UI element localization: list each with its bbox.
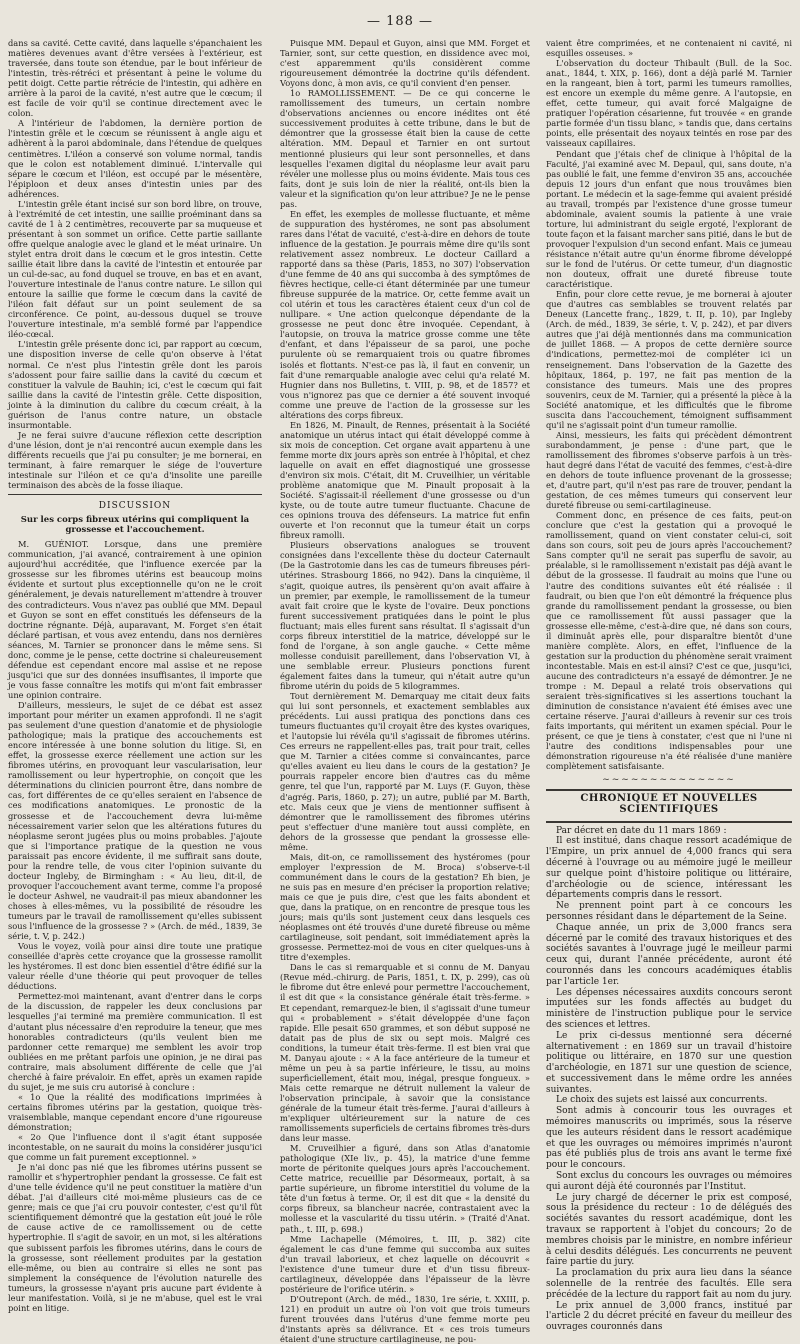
paragraph: Ne prennent point part à ce concours les personnes résidant dans le département de la Seine.: [546, 901, 792, 922]
paragraph: A l'intérieur de l'abdomen, la dernière portion de l'intestin grêle et le cœcum se réunissent à angle aigu et adhèrent à la paroi abdominale, dans l'étendue de quelques centimètres. L'iléon a conservé son volume normal, tandis que le colon est notablement diminué. L'intervalle qui sépare le cœcum et l'iléon, est occupé par le mésentère, l'épiploon et deux anses d'intestin unies par des adhérences.: [8, 118, 262, 199]
paragraph: Pendant que j'étais chef de clinique à l'hôpital de la Faculté, j'ai examiné avec M. Depaul, qui, sans doute, n'a pas oublié le fait, une femme d'environ 35 ans, accouchée depuis 12 jours d'un enfant que nous trouvâmes bien portant. Le médecin et la sage-femme qui avaient présidé au travail, trompés par l'existence d'une grosse tumeur abdominale, avaient soumis la patiente à une vraie torture, lui administrant du seigle ergoté, l'explorant de toute façon et la faisant marcher sans pitié, dans le but de provoquer l'expulsion d'un second enfant. Mais ce jumeau résistance n'était autre qu'un énorme fibrome développé sur le fond de l'utérus. Or cette tumeur, d'un diagnostic non douteux, offrait une dureté fibreuse toute caractéristique.: [546, 148, 792, 290]
paragraph: Puisque MM. Depaul et Guyon, ainsi que MM. Forget et Tarnier, sont, sur cette question, en dissidence avec moi, c'est apparemment qu'ils considèrent comme rigoureusement démontrée la doctrine qu'ils défendent. Voyons donc, à mon avis, ce qu'il convient d'en penser.: [280, 38, 530, 89]
middle-column: [280, 38, 530, 1344]
paragraph: D'ailleurs, messieurs, le sujet de ce débat est assez important pour mériter un examen approfondi. Il ne s'agit pas seulement d'une question d'anatomie et de physiologie pathologique; mais la pratique des accouchements est encore intéressée à une bonne solution du litige. Si, en effet, la grossesse exerce réellement une action sur les fibromes utérins, en provoquant leur vascularisation, leur ramollissement ou leur hypertrophie, on conçoit que les déterminations du clinicien pourront être, dans nombre de cas, fort différentes de ce qu'elles seraient en l'absence de ces modifications anatomiques. Le pronostic de la grossesse et de l'accouchement devra lui-même nécessairement varier selon que les altérations futures du néoplasme seront jugées plus ou moins probables. J'ajoute que si l'importance pratique de la question ne vous paraissait pas encore évidente, il me suffirait sans doute, pour la rendre telle, de vous citer l'opinion suivante du docteur Ingleby, de Birmingham : « Au lieu, dit-il, de provoquer l'accouchement avant terme, comme l'a proposé le docteur Ashwel, ne vaudrait-il pas mieux abandonner les choses à elles-mêmes, vu la possibilité de résoudre les tumeurs par le travail de ramollissement qu'elles subissent sous l'influence de la grossesse ? » (Arch. de méd., 1839, 3e série, t. V, p. 242.): [8, 700, 262, 942]
paragraph: Par décret en date du 11 mars 1869 :: [556, 825, 727, 836]
paragraph: M. GUÉNIOT. Lorsque, dans une première communication, j'ai avancé, contrairement à une opinion aujourd'hui accréditée, que l'influence exercée par la grossesse sur les fibromes utérins est beaucoup moins évidente et surtout plus exceptionnelle qu'on ne le croit généralement, je devais naturellement m'attendre à trouver des contradicteurs. Vous n'avez pas oublié que MM. Depaul et Guyon se sont en effet constitués les défenseurs de la doctrine régnante. Déjà, auparavant, M. Forget s'en était déclaré partisan, et vous avez entendu, dans nos dernières séances, M. Tarnier se prononcer dans le même sens. Si donc, comme je le pense, cette doctrine si chaleureusement défendue est cependant encore mal assise et ne repose jusqu'ici que sur des données insuffisantes, il importe que je vous fasse connaître les motifs qui m'ont fait embrasser une opinion contraire.: [8, 539, 262, 700]
paragraph: Plusieurs observations analogues se trouvent consignées dans l'excellente thèse du docteur Caternault (De la Gastrotomie dans les cas de tumeurs fibreuses péri-utérines. Strasbourg 1866, no 942). Dans la cinquième, il s'agit, quoique autres, ils pensèrent qu'on avait affaire à un premier, par exemple, le ramollissement de la tumeur avait fait croire que le kyste de l'ovaire. Deux ponctions furent successivement pratiquées dans le point le plus fluctuant; mais elles furent sans résultat. Il s'agissait d'un corps fibreux interstitiel de la matrice, développé sur le fond de l'organe, à son angle gauche. « Cette même mollesse conduisit pareillement, dans l'observation VI, à une semblable erreur. Plusieurs ponctions furent également faites dans la tumeur, qui n'était autre qu'un fibrome utérin du poids de 5 kilogrammes.: [280, 540, 530, 691]
right-column: [546, 38, 792, 1333]
paragraph: D'Outrepont (Arch. de méd., 1830, 1re série, t. XXIII, p. 121) en produit un autre où l'on voit que trois tumeurs furent trouvées dans l'utérus d'une femme morte peu d'instants après sa délivrance. Et « ces trois tumeurs étaient d'une structure cartilagineuse, ne pou-: [280, 1293, 530, 1344]
ornament-divider: ~~~~~~~~~~~~~~: [602, 775, 736, 786]
right-top-text: [546, 38, 792, 771]
paragraph: Le choix des sujets est laissé aux concurrents.: [556, 1095, 768, 1106]
left-column: [8, 38, 262, 1313]
double-rule: [546, 789, 792, 791]
discussion-text: [8, 539, 262, 1313]
paragraph: « 2o Que l'influence dont il s'agit étant supposée incontestable, on ne saurait du moins la considérer jusqu'ici que comme un fait purement exceptionnel. »: [8, 1132, 262, 1163]
paragraph: En 1826, M. Pinault, de Rennes, présentait à la Société anatomique un utérus intact qui était développé comme à six mois de conception. Cet organe avait appartenu à une femme morte dix jours après son entrée à l'hôpital, et chez laquelle on avait en effet diagnostiqué une grossesse d'environ six mois. C'était, dit M. Cruveilhier, un véritable problème anatomique que M. Pinault proposait à la Société. S'agissait-il réellement d'une grossesse ou d'un kyste, ou de toute autre tumeur fluctuante. Chacune de ces opinions trouva des défenseurs. La matrice fut enfin ouverte et l'on reconnut que la tumeur était un corps fibreux ramolli.: [280, 419, 530, 541]
paragraph: Vous le voyez, voilà pour ainsi dire toute une pratique conseillée d'après cette croyance que la grossesse ramollit les hystéromes. Il est donc bien essentiel d'être édifié sur la valeur réelle d'une théorie qui peut provoquer de telles déductions.: [8, 941, 262, 992]
paragraph: La proclamation du prix aura lieu dans la séance solennelle de la rentrée des facultés. Elle sera précédée de la lecture du rapport fait au nom du jury.: [546, 1268, 792, 1300]
discussion-subtitle: Sur les corps fibreux utérins qui compliquent la grossesse et l'accouchement.: [20, 515, 250, 536]
paragraph: Dans le cas si remarquable et si connu de M. Danyau (Revue méd.-chirurg. de Paris, 1851, t. IX, p. 299), cas où le fibrome dut être enlevé pour permettre l'accouchement, il est dit que « la consistance générale était très-ferme. » Et cependant, remarquez-le bien, il s'agissait d'une tumeur qui « probablement » s'était développée d'une façon rapide. Elle pesait 650 grammes, et son début supposé ne datait pas de plus de six ou sept mois. Malgré ces conditions, la tumeur était très-ferme. Il est bien vrai que M. Danyau ajoute : « A la face antérieure de la tumeur et même un peu à sa partie inférieure, le tissu, au moins superficiellement, était mou, inégal, presque fongueux. » Mais cette remarque ne détruit nullement la valeur de l'observation principale, à savoir que la consistance générale de la tumeur était très-ferme. J'aurai d'ailleurs à m'expliquer ultérieurement sur la nature de ces ramollissements superficiels de certains fibromes très-durs dans leur masse.: [280, 962, 530, 1144]
page-number: — 188 —: [366, 14, 434, 29]
paragraph: « 1o Que la réalité des modifications imprimées à certains fibromes utérins par la gestation, quoique très-vraisemblable, manque cependant encore d'une rigoureuse démonstration;: [8, 1091, 262, 1132]
paragraph: Le prix annuel de 3,000 francs, institué par l'article 2 du décret précité en faveur du meilleur des ouvrages couronnés dans: [546, 1300, 792, 1333]
paragraph: Il est institué, dans chaque ressort académique de l'Empire, un prix annuel de 4,000 francs qui sera décerné à l'ouvrage ou au mémoire jugé le meilleur sur quelque point d'histoire politique ou littéraire, d'archéologie ou de science, intéressant les départements compris dans le ressort.: [546, 836, 792, 901]
divider: [8, 494, 262, 495]
paragraph: Les dépenses nécessaires auxdits concours seront imputées sur les fonds affectés au budget du ministère de l'instruction publique pour le service des sciences et lettres.: [546, 987, 792, 1030]
paragraph: Mme Lachapelle (Mémoires, t. III, p. 382) cite également le cas d'une femme qui succomba aux suites d'un travail laborieux, et chez laquelle on découvrit « l'existence d'une tumeur dure et d'un tissu fibreux-cartilagineux, développée dans l'épaisseur de la lèvre postérieure de l'orifice utérin. »: [280, 1233, 530, 1294]
paragraph: Enfin, pour clore cette revue, je me bornerai à ajouter que d'autres cas semblables se trouvent relatés par Deneux (Lancette franç., 1829, t. II, p. 10), par Ingleby (Arch. de méd., 1839, 3e série, t. V, p. 242), et par divers autres que j'ai déjà mentionnés dans ma communication de juillet 1868. — A propos de cette dernière source d'indications, permettez-moi de compléter ici un renseignement. Dans l'observation de la Gazette des hôpitaux, 1864, p. 197, ne fait pas mention de la consistance des tumeurs. Mais une des propres souvenirs, ceux de M. Tarnier, qui a présenté la pièce à la Société anatomique, et les difficultés que le fibrome suscita dans l'accouchement, témoignent suffisamment qu'il ne s'agissait point d'un tumeur ramollie.: [546, 289, 792, 430]
paragraph: Le jury chargé de décerner le prix est composé, sous la présidence du recteur : 1o de délégués des sociétés savantes du ressort académique, dont les travaux se rapportent à l'objet du concours; 2o de membres choisis par le ministre, en nombre inférieur à celui desdits délégués. Les concurrents ne peuvent faire partie du jury.: [546, 1192, 792, 1268]
paragraph: Sont exclus du concours les ouvrages ou mémoires qui auront déjà été couronnés par l'Institut.: [546, 1171, 792, 1192]
paragraph: L'intestin grêle étant incisé sur son bord libre, on trouve, à l'extrémité de cet intestin, une saillie proéminant dans sa cavité de 1 à 2 centimètres, recouverte par sa muqueuse et présentant à son sommet un orifice. Cette partie saillante offre quelque analogie avec le gland et le méat urinaire. Un stylet entra droit dans le cœcum et le gros intestin. Cette saillie était libre dans la cavité de l'intestin et entourée par un cul-de-sac, au fond duquel se trouve, en bas et en avant, l'ouverture intestinale de l'anus contre nature. Le sillon qui entoure la saillie que forme le cœcum dans la cavité de l'iléon fait défaut sur un point seulement de sa circonférence. Ce point, au-dessous duquel se trouve l'ouverture intestinale, m'a semblé formé par l'appendice iléo-cœcal.: [8, 198, 262, 340]
paragraph: Mais, dit-on, ce ramollissement des hystéromes (pour employer l'expression de M. Broca) s'observe-t-il communément dans le cours de la gestation? Eh bien, je ne suis pas en mesure d'en préciser la proportion relative; mais ce que je puis dire, c'est que les faits abondent et que, dans la pratique, on en rencontre de presque tous les jours; mais qu'ils sont justement ceux dans lesquels ces néoplasmes ont été trouvés d'une dureté fibreuse ou même cartilagineuse, soit pendant, soit immédiatement après la grossesse. Permettez-moi de vous en citer quelques-uns à titre d'exemples.: [280, 851, 530, 963]
paragraph: vaient être comprimées, et ne contenaient ni cavité, ni esquilles osseuses. »: [546, 38, 792, 59]
paragraph: Je ne ferai suivre d'aucune réflexion cette description d'une lésion, dont je n'ai rencontré aucun exemple dans les différents recueils que j'ai pu consulter; je me bornerai, en terminant, à faire remarquer le siége de l'ouverture intestinale sur l'iléon et ce qu'a d'insolite une pareille terminaison des abcès de la fosse iliaque.: [8, 429, 262, 491]
middle-text: [280, 38, 530, 1344]
double-rule: [546, 821, 792, 823]
paragraph: Permettez-moi maintenant, avant d'entrer dans le corps de la discussion, de rappeler les deux conclusions par lesquelles j'ai terminé ma première communication. Il est d'autant plus nécessaire d'en reproduire la teneur, que mes honorables contradicteurs (qu'ils veulent bien me pardonner cette remarque) me semblent les avoir trop oubliées en me prêtant parfois une opinion, je ne dirai pas contraire, mais absolument différente de celle que j'ai cherché à faire prévaloir. En effet, après un examen rapide du sujet, je me suis cru autorisé à conclure :: [8, 991, 262, 1092]
paragraph: L'observation du docteur Thibault (Bull. de la Soc. anat., 1844, t. XIX, p. 166), dont a déjà parlé M. Tarnier en la rangeant, bien à tort, parmi les tumeurs ramollies, est encore un exemple du même genre. A l'autopsie, en effet, cette tumeur, qui avait forcé Malgaigne de pratiquer l'opération césarienne, fut trouvée « en grande partie formée d'un tissu blanc, » tandis que, dans certains points, elle présentait des noyaux teintés en rose par des vaisseaux capillaires.: [546, 58, 792, 149]
paragraph: M. Cruveilhier a figuré, dans son Atlas d'anatomie pathologique (XIe liv., p. 45), la matrice d'une femme morte de péritonite quelques jours après l'accouchement. Cette matrice, recueillie par Désormeaux, portait, à sa partie supérieure, un fibrome interstitiel du volume de la tête d'un fœtus à terme. Or, il est dit que « la densité du corps fibreux, sa blancheur nacrée, contrastaient avec la mollesse et la vascularité du tissu utérin. » (Traité d'Anat. path., t. III, p. 698.): [280, 1143, 530, 1234]
chronique-text: [546, 826, 792, 1333]
paragraph: Le prix ci-dessus mentionné sera décerné alternativement : en 1869 sur un travail d'histoire politique ou littéraire, en 1870 sur une question d'archéologie, en 1871 sur une question de science, et successivement dans le même ordre les années suivantes.: [546, 1030, 792, 1095]
chronique-heading: CHRONIQUE ET NOUVELLES SCIENTIFIQUES: [580, 793, 758, 815]
left-top-text: [8, 38, 262, 490]
paragraph: 1o RAMOLLISSEMENT. — De ce qui concerne le ramollissement des tumeurs, un certain nombre d'observations anciennes ou encore inédites ont été successivement produites à cette tribune, dans le but de démontrer que la grossesse était bien la cause de cette altération. MM. Depaul et Tarnier en ont surtout mentionné plusieurs qui leur sont personnelles, et dans lesquelles l'examen digital du néoplasme leur avait paru révéler une mollesse plus ou moins évidente. Mais tous ces faits, dont je suis loin de nier la réalité, ont-ils bien la valeur et la signification qu'on leur attribue? Je ne le pense pas.: [280, 88, 530, 209]
paragraph: En effet, les exemples de mollesse fluctuante, et même de suppuration des hystéromes, ne sont pas absolument rares dans l'état de vacuité, c'est-à-dire en dehors de toute influence de la gestation. Je pourrais même dire qu'ils sont relativement assez nombreux. Le docteur Caillard a rapporté dans sa thèse (Paris, 1853, no 307) l'observation d'une femme de 40 ans qui succomba à des symptômes de fièvres hectique, celle-ci étant déterminée par une tumeur fibreuse suppurée de la matrice. Or, cette femme avait un col utérin et tous les caractères étaient ceux d'un col de nullipare. « Une action quelconque dépendante de la grossesse ne peut donc être invoquée. Cependant, à l'autopsie, on trouva la matrice grosse comme une tête d'enfant, et dans l'épaisseur de sa paroi, une poche purulente où se remarquaient trois ou quatre fibromes isolés et flottants. N'est-ce pas là, il faut en convenir, un fait d'une remarquable analogie avec celui qu'a relaté M. Hugnier dans nos Bulletins, t. VIII, p. 98, et de 1857? et vous n'ignorez pas que ce dernier a été souvent invoqué comme une preuve de l'action de la grossesse sur les altérations des corps fibreux.: [280, 208, 530, 420]
paragraph: L'intestin grêle présente donc ici, par rapport au cœcum, une disposition inverse de celle qu'on observe à l'état normal. Ce n'est plus l'intestin grêle dont les parois s'adossent pour faire saillie dans la cavité du cœcum et constituer la valvule de Bauhin; ici, c'est le cœcum qui fait saillie dans la cavité de l'intestin grêle. Cette disposition, jointe à la diminution du calibre du cœcum créait, à la guérison de l'anus contre nature, un obstacle insurmontable.: [8, 339, 262, 430]
paragraph: Je n'ai donc pas nié que les fibromes utérins pussent se ramollir et s'hypertrophier pendant la grossesse. Ce fait est d'une telle évidence qu'il ne peut constituer la matière d'un débat. J'ai d'ailleurs cité moi-même plusieurs cas de ce genre; mais ce que j'ai cru pouvoir contester, c'est qu'il fût scientifiquement démontré que la gestation eût joué le rôle de cause active de ce ramollissement ou de cette hypertrophie. Il s'agit de savoir, en un mot, si les altérations que subissent parfois les fibromes utérins, dans le cours de la grossesse, sont réellement produites par la gestation elle-même, ou bien au contraire si elles ne sont pas simplement la conséquence de l'évolution naturelle des tumeurs, la grossesse n'ayant pris aucune part évidente à leur manifestation. Voilà, si je ne m'abuse, quel est le vrai point en litige.: [8, 1162, 262, 1313]
paragraph: Comment donc, en présence de ces faits, peut-on conclure que c'est la gestation qui a provoqué le ramollissement, quand on vient constater celui-ci, soit dans son cours, soit peu de jours après l'accouchement? Sans compter qu'il ne serait pas superflu de savoir, au préalable, si le ramollissement n'existait pas déjà avant le début de la grossesse. Il faudrait au moins que l'une ou l'autre des conditions suivantes eût été réalisée : il faudrait, ou bien que l'on eût démontré la fréquence plus grande du ramollissement pendant la grossesse, ou bien que ce ramollissement fût aussi passager que la grossesse elle-même, c'est-à-dire que, né dans son cours, il diminuât après elle, pour disparaître bientôt d'une manière complète. Alors, en effet, l'influence de la gestation sur la production du phénomène serait vraiment incontestable. Mais en est-il ainsi? C'est ce que, jusqu'ici, aucune des contradicteurs n'a essayé de démontrer. Je ne trompe : M. Depaul a relaté trois observations qui seraient très-significatives si les assertions touchant la diminution de consistance n'avaient été émises avec une certaine réserve. J'aurai d'ailleurs à revenir sur ces trois faits importants, qui méritent un examen spécial. Pour le présent, ce que je tiens à constater, c'est que ni l'une ni l'autre des conditions indispensables pour une démonstration rigoureuse n'a été réalisée d'une manière complètement satisfaisante.: [546, 510, 792, 772]
paragraph: Chaque année, un prix de 3,000 francs sera décerné par le comité des travaux historiques et des sociétés savantes à l'ouvrage jugé le meilleur parmi ceux qui, durant l'année précédente, auront été couronnés dans les concours académiques établis par l'article 1er.: [546, 922, 792, 987]
paragraph: Tout dernièrement M. Demarquay me citait deux faits qui lui sont personnels, et exactement semblables aux précédents. Lui aussi pratiqua des ponctions dans ces tumeurs fluctuantes qu'il croyait être des kystes ovariques, et l'autopsie lui révéla qu'il s'agissait de fibromes utérins. Ces erreurs ne rappellent-elles pas, trait pour trait, celles que M. Tarnier a citées comme si convaincantes, parce qu'elles avaient eu lieu dans le cours de la gestation? Je pourrais rappeler encore bien d'autres cas du même genre, tel que l'un, rapporté par M. Luys (F. Guyon, thèse d'agrég. Paris, 1860, p. 27); un autre, publié par M. Barth, etc. Mais ceux que je viens de mentionner suffisent à démontrer que le ramollissement des fibromes utérins peut s'effectuer d'une manière tout aussi complète, en dehors de la grossesse que pendant la grossesse elle-même.: [280, 691, 530, 852]
paragraph: dans sa cavité. Cette cavité, dans laquelle s'épanchaient les matières devenues avant d'être versées à l'extérieur, est traversée, dans toute son étendue, par le bout inférieur de l'intestin, très-rétréci et présentant à peine le volume du petit doigt. Cette partie rétrécie de l'intestin, qui adhère en arrière à la paroi de la cavité, n'est autre que le cœcum; il est facile de voir qu'il se continue directement avec le colon.: [8, 38, 262, 119]
paragraph: Ainsi, messieurs, les faits qui précèdent démontrent surabondamment, je pense : d'une part, que le ramollissement des fibromes s'observe parfois à un très-haut degré dans l'état de vacuité des femmes, c'est-à-dire en dehors de toute influence provenant de la grossesse; et, d'autre part, qu'il n'est pas rare de trouver, pendant la gestation, de ces mêmes tumeurs qui conservent leur dureté fibreuse ou semi-cartilagineuse.: [546, 429, 792, 511]
paragraph: Sont admis à concourir tous les ouvrages et mémoires manuscrits ou imprimés, sous la réserve que les auteurs résident dans le ressort académique et que les ouvrages ou mémoires imprimés n'auront pas été publiés plus de trois ans avant le terme fixé pour le concours.: [546, 1106, 792, 1171]
discussion-heading: DISCUSSION: [98, 501, 172, 512]
